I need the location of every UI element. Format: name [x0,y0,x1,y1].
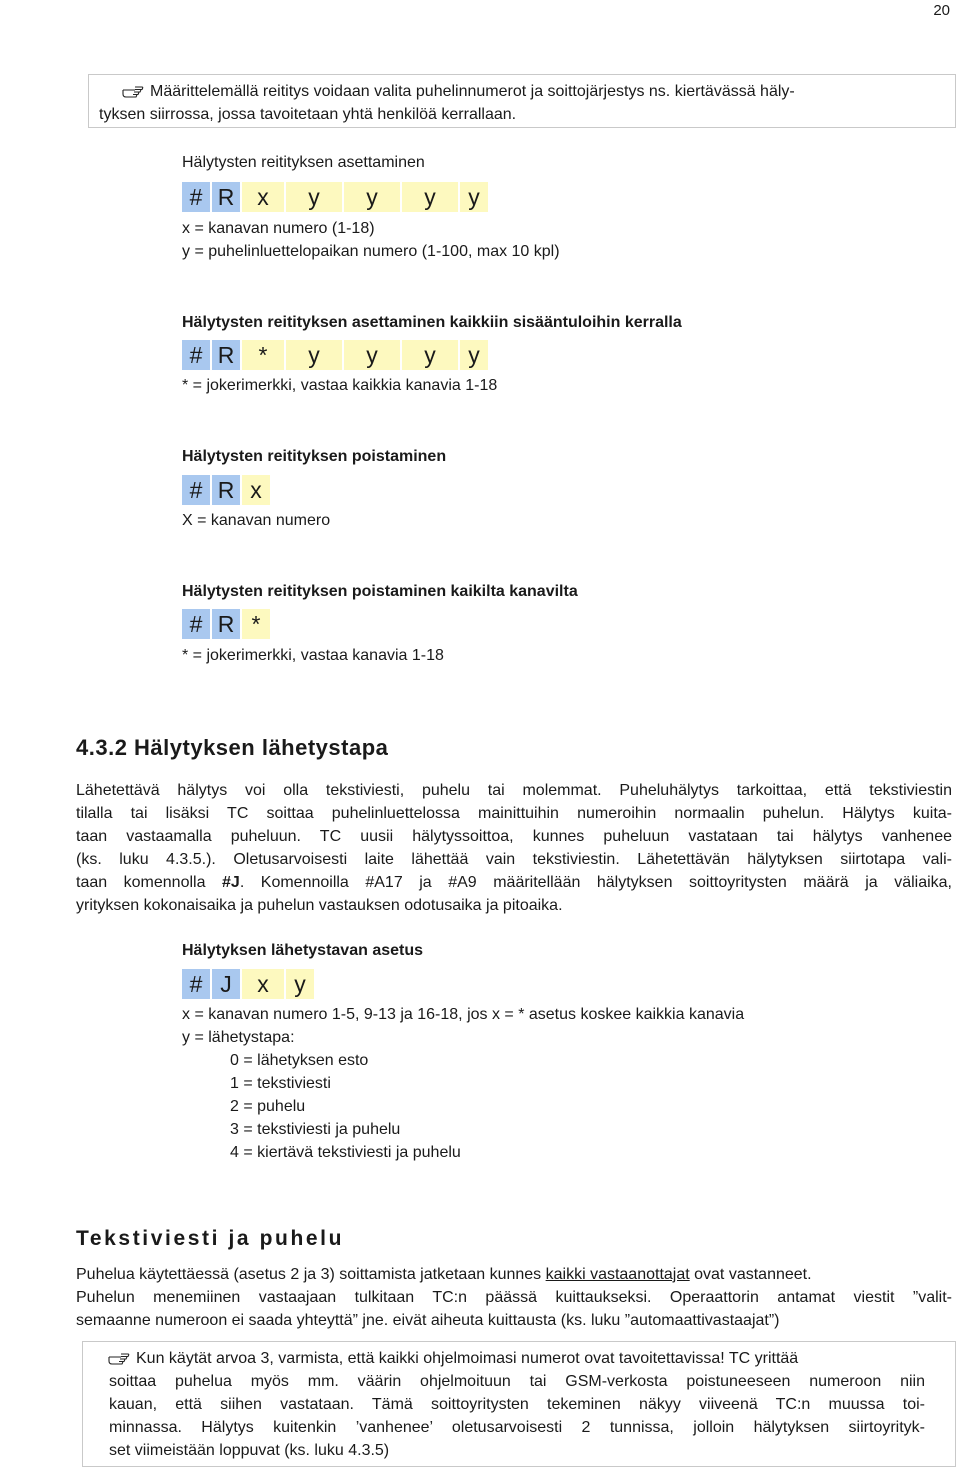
command-param: * [242,340,284,370]
command-symbol: R [212,475,240,505]
command-syntax [182,182,488,212]
command-param: y [286,969,314,999]
text-span: Puhelua käytettäessä (asetus 2 ja 3) soittamista jatketaan kunnes [76,1266,546,1283]
section-paragraph [76,1263,952,1332]
note-box-top [88,74,956,128]
paragraph-line: (ks. luku 4.3.5.). Oletusarvoisesti laite lähettää vain tekstiviestin. Lähetettävän hälytyksen siirtotapa vali- [76,851,952,868]
note-text: Määrittelemällä reititys voidaan valita puhelinnumerot ja soittojärjestys ns. kiertävässä häly- [150,83,795,100]
section-paragraph [76,779,952,917]
command-bold: #J [222,874,240,891]
command-symbol: R [212,182,240,212]
page-number: 20 [933,2,950,19]
option-item: 0 = lähetyksen esto [230,1052,369,1069]
option-item: 3 = tekstiviesti ja puhelu [230,1121,401,1138]
pointing-hand-icon [122,80,150,103]
command-param: y [286,182,342,212]
text-span: taan komennolla [76,874,223,891]
description: * = jokerimerkki, vastaa kanavia 1-18 [182,647,444,664]
command-param: x [242,182,284,212]
command-symbol: # [182,475,210,505]
command-symbol: # [182,182,210,212]
send-setting-heading: Hälytyksen lähetystavan asetus [182,942,424,959]
text-span: ovat vastanneet. [689,1266,812,1283]
command-param: x [242,475,270,505]
description: x = kanavan numero 1-5, 9-13 ja 16-18, jos x = * asetus koskee kaikkia kanavia [182,1006,745,1023]
command-param: y [460,340,488,370]
command-param: x [242,969,284,999]
routing-remove-all-heading: Hälytysten reitityksen poistaminen kaikilta kanavilta [182,583,578,600]
paragraph-line: taan vastaamalla puheluun. TC uusii hälytyssoittoa, kunnes puheluun vastataan tai hälytys vanhenee [76,828,952,845]
command-symbol: R [212,340,240,370]
paragraph-line: Puhelun menemiinen vastaajaan tulkitaan TC:n päässä kuittaukseksi. Operaattorin antamat viestit ”valit- [76,1289,952,1306]
note-text: kauan, että siihen vastataan. Tämä soittoyritysten tekeminen näkyy viiveenä TC:n muussa toi- [109,1396,925,1413]
command-syntax [182,340,488,370]
paragraph-line: Lähetettävä hälytys voi olla tekstiviesti, puhelu tai molemmat. Puheluhälytys tarkoittaa, että tekstiviestin [76,782,952,799]
paragraph-line [76,1263,952,1286]
paragraph-line [76,871,952,894]
pointing-hand-icon [108,1347,136,1370]
description: X = kanavan numero [182,512,331,529]
paragraph-line: tilalla tai lisäksi TC soittaa puhelinluettelossa mainittuihin numeroihin normaalin puhelun. Hälytys kuita- [76,805,952,822]
command-param: y [402,340,458,370]
command-syntax [182,475,270,505]
command-syntax [182,609,270,639]
command-param: * [242,609,270,639]
command-param: y [286,340,342,370]
command-param: y [344,340,400,370]
paragraph-line: semaanne numeroon ei saada yhteyttä” jne. eivät aiheuta kuittausta (ks. luku ”automaattivastaajat”) [76,1312,780,1329]
note-box-bottom [82,1341,956,1467]
description: * = jokerimerkki, vastaa kaikkia kanavia 1-18 [182,377,498,394]
paragraph-line: yrityksen kokonaisaika ja puhelun vastauksen odotusaika ja pitoaika. [76,897,563,914]
command-param: y [402,182,458,212]
routing-remove-heading: Hälytysten reitityksen poistaminen [182,448,447,465]
note-text: tyksen siirrossa, jossa tavoitetaan yhtä henkilöä kerrallaan. [99,106,517,123]
command-symbol: # [182,340,210,370]
note-text: Kun käytät arvoa 3, varmista, että kaikki ohjelmoimasi numerot ovat tavoitettavissa! TC yrittää [136,1350,799,1367]
underlined-text: kaikki vastaanottajat [545,1266,690,1283]
option-item: 1 = tekstiviesti [230,1075,331,1092]
command-symbol: # [182,609,210,639]
description: x = kanavan numero (1-18) [182,220,375,237]
description: y = lähetystapa: [182,1029,295,1046]
note-text: set viimeistään loppuvat (ks. luku 4.3.5) [109,1442,390,1459]
command-symbol: R [212,609,240,639]
section-heading: 4.3.2 Hälytyksen lähetystapa [76,735,389,760]
command-symbol: # [182,969,210,999]
note-text: minnassa. Hälytys kuitenkin ’vanhenee’ oletusarvoisesti 2 tunnissa, jolloin hälytyksen siirtoyrityk- [109,1419,925,1436]
command-param: y [460,182,488,212]
section-heading: Tekstiviesti ja puhelu [76,1227,345,1250]
command-symbol: J [212,969,240,999]
routing-set-heading: Hälytysten reitityksen asettaminen [182,154,425,171]
option-item: 4 = kiertävä tekstiviesti ja puhelu [230,1144,461,1161]
text-span: . Komennoilla #A17 ja #A9 määritellään hälytyksen soittoyritysten määrä ja väliaika, [239,874,952,891]
note-text: soittaa puhelua myös mm. väärin ohjelmoituun tai GSM-verkosta poistuneeseen numeroon niin [109,1373,925,1390]
routing-all-heading: Hälytysten reitityksen asettaminen kaikkiin sisääntuloihin kerralla [182,314,682,331]
command-param: y [344,182,400,212]
command-syntax [182,969,314,999]
option-item: 2 = puhelu [230,1098,306,1115]
description: y = puhelinluettelopaikan numero (1-100, max 10 kpl) [182,243,560,260]
